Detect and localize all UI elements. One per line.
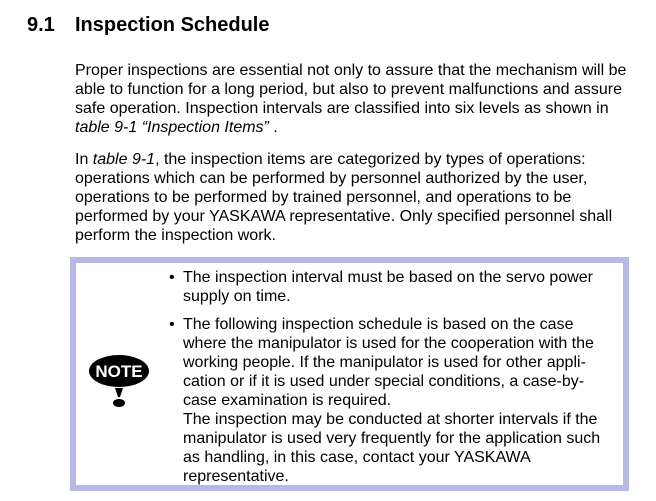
bullet-text: The inspection interval must be based on the servo power supply on time. — [183, 269, 594, 305]
intro-paragraph — [75, 61, 635, 137]
bullet-text: The following inspection schedule is based on the case where the manipulator is used for the cooperation with the working people. If the manipulator is used for other appli-cation or if it is used under special conditions, a case-by-case examination is required. — [183, 316, 594, 409]
note-icon — [88, 353, 150, 409]
note-bullet — [169, 315, 614, 486]
note-box — [70, 257, 629, 491]
categories-paragraph — [75, 150, 635, 245]
bullet-text-continued: The inspection may be conducted at shorter intervals if the manipulator is used very frequently for the application such as handling, in this case, contact your YASKAWA representative. — [183, 411, 601, 485]
table-reference: table 9-1 “Inspection Items” — [75, 119, 269, 136]
note-bullets — [169, 268, 614, 495]
categories-text: , the inspection items are categorized by types of operations: operations which can be performed by personnel authorized by the user, operations to be performed by trained personnel, and operations to be performed by your YASKAWA representative. Only specified personnel shall perform the inspection work. — [75, 151, 613, 244]
intro-suffix: . — [268, 119, 278, 136]
categories-prefix: In — [75, 151, 93, 168]
note-icon-label: NOTE — [95, 362, 143, 381]
table-reference: table 9-1 — [92, 151, 156, 168]
section-number: 9.1 — [27, 14, 55, 36]
section-heading — [27, 14, 269, 37]
section-title: Inspection Schedule — [75, 14, 270, 36]
intro-text: Proper inspections are essential not only to assure that the mechanism will be able to function for a long period, but also to prevent malfunctions and assure safe operation. Inspection intervals are classified into six levels as shown in — [75, 62, 627, 117]
bullet-dot: • — [169, 269, 175, 286]
note-bullet — [169, 268, 614, 306]
bullet-dot: • — [169, 316, 175, 333]
